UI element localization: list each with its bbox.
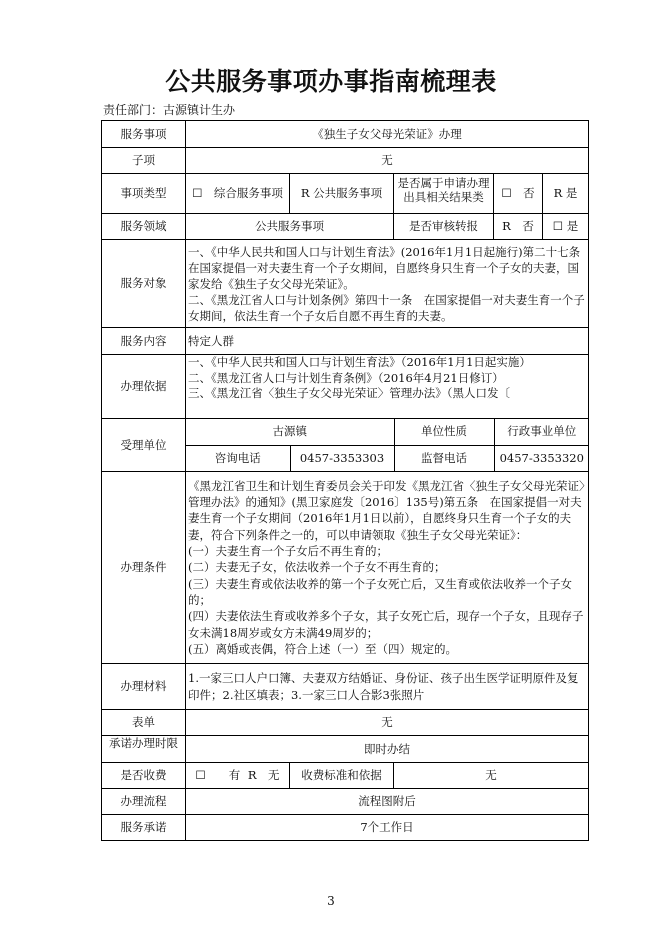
label-legal-basis: 办理依据 (102, 355, 186, 419)
question-result-type-text: 是否属于申请办理出具相关结果类 (397, 175, 490, 204)
row-commitment (102, 815, 589, 841)
label-consult-phone: 咨询电话 (186, 445, 290, 471)
value-unit-name: 古源镇 (186, 419, 394, 445)
service-guide-table (101, 120, 592, 841)
row-service-target (102, 240, 589, 328)
label-accepting-unit: 受理单位 (102, 419, 186, 472)
checkbox-public-service[interactable]: R 公共服务事项 (290, 174, 394, 214)
label-fee-standard: 收费标准和依据 (290, 763, 394, 789)
legal-basis-item-1: 一、《中华人民共和国人口与计划生育法》（2016年1月1日起实施） (188, 355, 531, 369)
value-process: 流程图附后 (186, 789, 589, 815)
label-promised-time-text: 承诺办理时限 (109, 736, 178, 750)
label-service-field: 服务领域 (102, 214, 186, 240)
question-result-type (394, 174, 494, 214)
row-materials (102, 664, 589, 710)
value-materials: 1.一家三口人户口簿、夫妻双方结婚证、身份证、孩子出生医学证明原件及复印件；2.社区填表；3.一家三口人合影3张照片 (186, 664, 589, 710)
row-service-content (102, 328, 589, 355)
label-materials: 办理材料 (102, 664, 186, 710)
value-service-target (186, 240, 592, 328)
label-promised-time (102, 736, 186, 763)
checkbox-fee-no[interactable]: R 无 (247, 768, 280, 782)
label-commitment: 服务承诺 (102, 815, 186, 841)
checkbox-result-yes[interactable]: R 是 (543, 174, 589, 214)
accepting-unit-details (186, 419, 589, 472)
row-promised-time (102, 736, 589, 763)
label-item-type: 事项类型 (102, 174, 186, 214)
condition-2: (二）夫妻无子女，依法收养一个子女不再生育的； (188, 560, 446, 575)
label-unit-nature: 单位性质 (394, 419, 494, 445)
value-service-item: 《独生子女父母光荣证》办理 (186, 121, 589, 148)
value-forms: 无 (186, 710, 589, 736)
service-target-paragraph-1: 一、《中华人民共和国人口与计划生育法》(2016年1月1日起施行)第二十七条 在国家提倡一对夫妻生育一个子女期间，自愿终身只生育一个子女的夫妻，国家发给《独生子女父母光荣证》。 (188, 244, 592, 291)
label-forms: 表单 (102, 710, 186, 736)
value-promised-time: 即时办结 (186, 736, 589, 763)
row-service-field (102, 214, 589, 240)
service-target-paragraph-2: 二、《黑龙江省人口与计划条例》第四十一条 在国家提倡一对夫妻生育一个子女期间，依法生育一个子女后自愿不再生育的夫妻。 (188, 292, 585, 323)
value-unit-nature: 行政事业单位 (494, 419, 589, 445)
checkbox-review-no[interactable]: R 否 (494, 214, 543, 240)
page-title: 公共服务事项办事指南梳理表 (165, 67, 497, 96)
label-service-item: 服务事项 (102, 121, 186, 148)
label-process: 办理流程 (102, 789, 186, 815)
row-conditions (102, 472, 589, 664)
conditions-intro: 《黑龙江省卫生和计划生育委员会关于印发《黑龙江省〈独生子女父母光荣证〉管理办法》的通知》(黑卫家庭发〔2016〕135号)第五条 在国家提倡一对夫妻生育一个子女期间（2016年1月1日以前），自愿终身只生育一个子女的夫妻，符合下列条件之一的，可以申请领取《独生子女父母光荣证》： (188, 478, 585, 542)
value-consult-phone: 0457-3353303 (290, 445, 394, 471)
condition-3: (三）夫妻生育或依法收养的第一个子女死亡后，又生育或依法收养一个子女的； (188, 576, 572, 607)
condition-4: (四）夫妻依法生育或收养多个子女，其子女死亡后，现存一个子女，且现存子女未满18周岁或女方未满49周岁的； (188, 609, 584, 640)
row-item-type (102, 174, 589, 214)
checkbox-review-yes[interactable]: ☐ 是 (543, 214, 589, 240)
legal-basis-item-2: 二、《黑龙江省人口与计划生育条例》（2016年4月21日修订） (188, 370, 504, 385)
row-accepting-unit (102, 419, 589, 472)
value-sub-item: 无 (186, 148, 589, 174)
row-fee (102, 763, 589, 789)
value-fee-standard: 无 (394, 763, 589, 789)
label-sub-item: 子项 (102, 148, 186, 174)
row-service-item (102, 121, 589, 148)
value-service-field: 公共服务事项 (186, 214, 394, 240)
responsible-department: 责任部门：古源镇计生办 (103, 103, 236, 117)
checkbox-comprehensive-service[interactable]: ☐ 综合服务事项 (186, 174, 290, 214)
value-service-content: 特定人群 (186, 328, 589, 355)
row-process (102, 789, 589, 815)
value-legal-basis (186, 355, 589, 419)
value-commitment: 7个工作日 (186, 815, 589, 841)
condition-1: (一）夫妻生育一个子女后不再生育的； (188, 544, 388, 559)
condition-5: (五）离婚或丧偶，符合上述（一）至（四）规定的。 (188, 641, 457, 656)
label-conditions: 办理条件 (102, 472, 186, 664)
row-legal-basis (102, 355, 589, 419)
label-service-content: 服务内容 (102, 328, 186, 355)
row-forms (102, 710, 589, 736)
question-review-forward: 是否审核转报 (394, 214, 494, 240)
legal-basis-text (188, 355, 586, 418)
label-supervise-phone: 监督电话 (394, 445, 494, 471)
label-service-target: 服务对象 (102, 240, 186, 328)
value-conditions (186, 472, 589, 664)
row-sub-item (102, 148, 589, 174)
page-number: 3 (327, 894, 335, 908)
label-fee: 是否收费 (102, 763, 186, 789)
value-supervise-phone: 0457-3353320 (494, 445, 589, 471)
checkbox-fee-yes[interactable]: ☐ 有 (195, 768, 241, 782)
fee-options (186, 763, 290, 789)
legal-basis-item-3: 三、《黑龙江省〈独生子女父母光荣证〉管理办法》（黑人口发〔 (188, 386, 510, 400)
checkbox-result-no[interactable]: ☐ 否 (494, 174, 543, 214)
